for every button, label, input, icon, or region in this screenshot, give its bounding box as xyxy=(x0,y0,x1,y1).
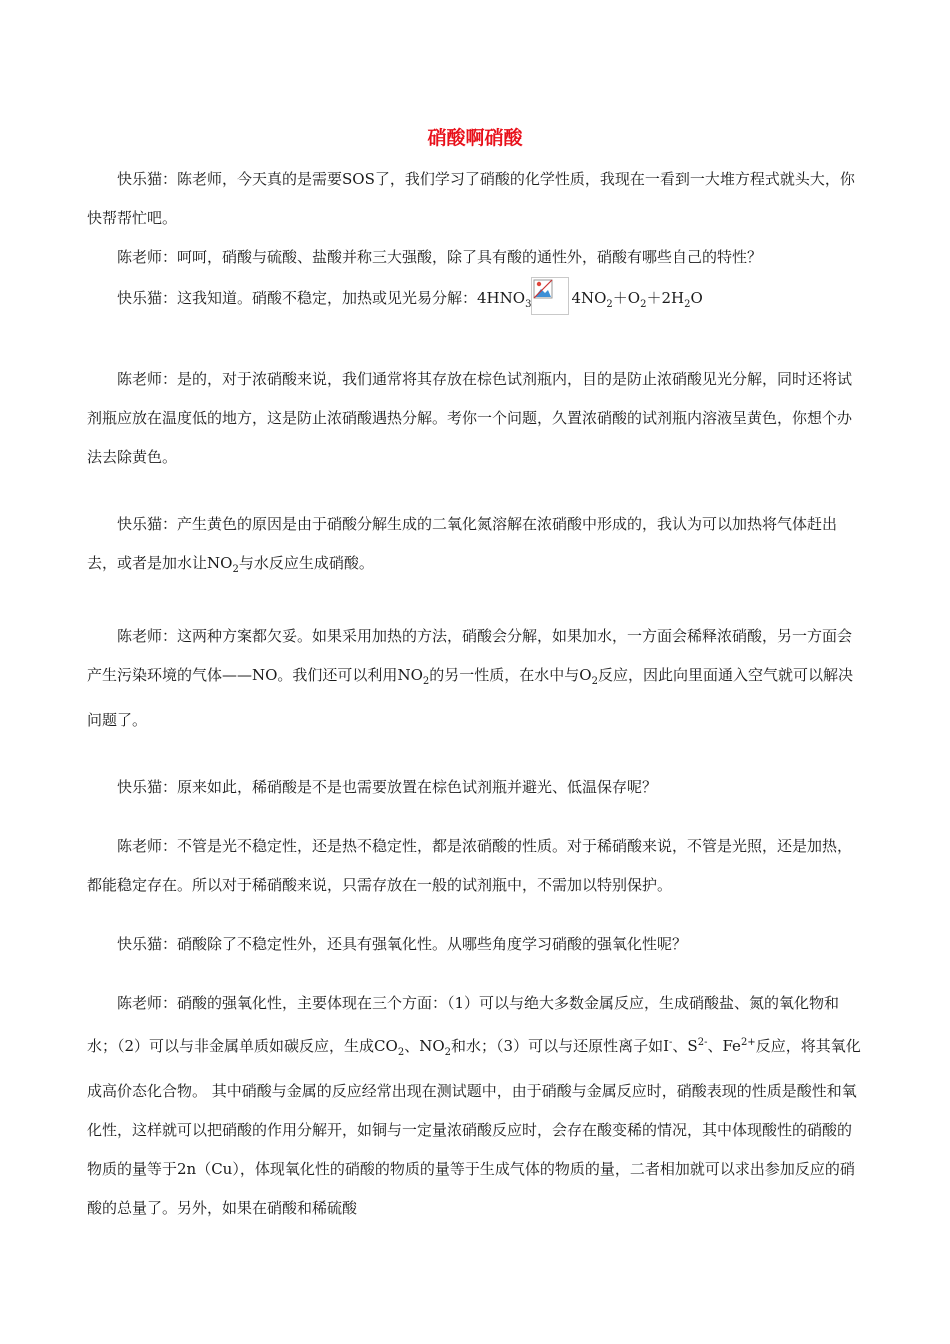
paragraph-9: 快乐猫：硝酸除了不稳定性外，还具有强氧化性。从哪些角度学习硝酸的强氧化性呢？ xyxy=(117,935,688,953)
paragraph-6: 陈老师：这两种方案都欠妥。如果采用加热的方法，硝酸会分解，如果加水，一方面会稀释浓硝酸，另一方面会产生污染环境的气体——NO。我们还可以利用$NO_2$的另一性质，在水中与$O_2$反应，因此向里面通入空气就可以解决问题了。 xyxy=(87,627,853,729)
formula-product: 4NO xyxy=(571,289,607,307)
paragraph-4: 陈老师：是的，对于浓硝酸来说，我们通常将其存放在棕色试剂瓶内，目的是防止浓硝酸见光分解，同时还将试剂瓶应放在温度低的地方，这是防止浓硝酸遇热分解。考你一个问题，久置浓硝酸的试剂瓶内溶液呈黄色，你想个办法去除黄色。 xyxy=(87,370,853,466)
broken-image-icon xyxy=(531,277,569,315)
document-body xyxy=(87,160,863,1228)
paragraph-5: 快乐猫：产生黄色的原因是由于硝酸分解生成的二氧化氮溶解在浓硝酸中形成的，我认为可以加热将气体赶出去，或者是加水让$NO_2$与水反应生成硝酸。 xyxy=(87,515,838,575)
paragraph-7: 快乐猫：原来如此，稀硝酸是不是也需要放置在棕色试剂瓶并避光、低温保存呢？ xyxy=(117,778,658,796)
paragraph-10: 陈老师：硝酸的强氧化性，主要体现在三个方面：（1）可以与绝大多数金属反应，生成硝酸盐、氮的氧化物和水；（2）可以与非金属单质如碳反应，生成$CO_2$、$NO_2$和水；（3）可以与还原性离子如I-、$S^{2-}$、$Fe^{2+}$反应，将其氧化成高价态化合物。 其中硝酸与金属的反应经常出现在测试题中，由于硝酸与金属反应时，硝酸表现的性质是酸性和氧化性，这样就可以把硝酸的作用分解开，如铜与一定量浓硝酸反应时，会存在酸变稀的情况，其中体现酸性的硝酸的物质的量等于2n（Cu），体现氧化性的硝酸的物质的量等于生成气体的物质的量，二者相加就可以求出参加反应的硝酸的总量了。另外，如果在硝酸和稀硫酸 xyxy=(87,994,861,1217)
paragraph-8: 陈老师：不管是光不稳定性，还是热不稳定性，都是浓硝酸的性质。对于稀硝酸来说，不管是光照，还是加热，都能稳定存在。所以对于稀硝酸来说，只需存放在一般的试剂瓶中，不需加以特别保护。 xyxy=(87,837,853,894)
page-title: 硝酸啊硝酸 xyxy=(427,127,523,149)
formula-reactant: 4HNO xyxy=(477,289,526,307)
paragraph-3: 快乐猫：这我知道。硝酸不稳定，加热或见光易分解：$4HNO_3$ $4NO_2+O_2+2H_2O$ xyxy=(87,277,863,324)
paragraph-1: 快乐猫：陈老师，今天真的是需要SOS了，我们学习了硝酸的化学性质，我现在一看到一大堆方程式就头大，你快帮帮忙吧。 xyxy=(87,170,855,227)
paragraph-2: 陈老师：呵呵，硝酸与硫酸、盐酸并称三大强酸，除了具有酸的通性外，硝酸有哪些自己的特性？ xyxy=(117,248,763,266)
paragraph-3-text: 快乐猫：这我知道。硝酸不稳定，加热或见光易分解： xyxy=(117,289,478,307)
